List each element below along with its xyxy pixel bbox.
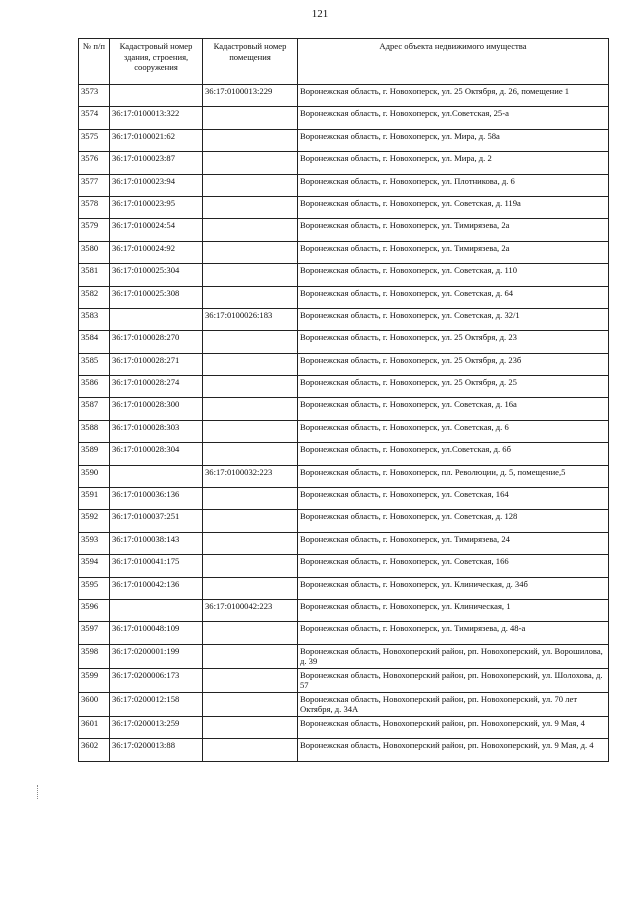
table-row [79,644,609,668]
premises-cadastral-number [203,376,298,398]
property-address: Воронежская область, г. Новохоперск, ул. Советская, д. 16а [298,398,609,420]
row-number: 3591 [79,488,110,510]
row-number: 3587 [79,398,110,420]
table-row [79,622,609,644]
row-number: 3579 [79,219,110,241]
row-number: 3599 [79,668,110,692]
table-row [79,85,609,107]
row-number: 3592 [79,510,110,532]
building-cadastral-number: 36:17:0100025:304 [110,264,203,286]
premises-cadastral-number [203,577,298,599]
premises-cadastral-number [203,286,298,308]
building-cadastral-number: 36:17:0100041:175 [110,555,203,577]
property-address: Воронежская область, г. Новохоперск, ул. Советская, д. 110 [298,264,609,286]
table-row [79,577,609,599]
row-number: 3574 [79,107,110,129]
property-address: Воронежская область, Новохоперский район, рп. Новохоперский, ул. 9 Мая, 4 [298,716,609,738]
building-cadastral-number: 36:17:0100028:274 [110,376,203,398]
table-row [79,668,609,692]
row-number: 3594 [79,555,110,577]
property-address: Воронежская область, г. Новохоперск, ул. 25 Октября, д. 23б [298,353,609,375]
building-cadastral-number: 36:17:0100042:136 [110,577,203,599]
table-row [79,465,609,487]
property-address: Воронежская область, Новохоперский район, рп. Новохоперский, ул. Ворошилова, д. 39 [298,644,609,668]
building-cadastral-number: 36:17:0100048:109 [110,622,203,644]
table-row [79,716,609,738]
premises-cadastral-number [203,692,298,716]
building-cadastral-number: 36:17:0100024:54 [110,219,203,241]
property-address: Воронежская область, г. Новохоперск, ул.Советская, 25-а [298,107,609,129]
premises-cadastral-number [203,174,298,196]
row-number: 3601 [79,716,110,738]
premises-cadastral-number: 36:17:0100013:229 [203,85,298,107]
property-address: Воронежская область, г. Новохоперск, ул. Тимирязева, 24 [298,532,609,554]
building-cadastral-number: 36:17:0100025:308 [110,286,203,308]
scan-artifact [37,785,39,799]
table-row [79,152,609,174]
row-number: 3593 [79,532,110,554]
row-number: 3582 [79,286,110,308]
property-address: Воронежская область, г. Новохоперск, ул. Мира, д. 58а [298,129,609,151]
property-address: Воронежская область, Новохоперский район, рп. Новохоперский, ул. Шолохова, д. 57 [298,668,609,692]
premises-cadastral-number [203,716,298,738]
property-address: Воронежская область, г. Новохоперск, ул. Тимирязева, 2а [298,241,609,263]
table-row [79,510,609,532]
table-row [79,532,609,554]
table-row [79,398,609,420]
table-row [79,286,609,308]
premises-cadastral-number [203,510,298,532]
building-cadastral-number [110,599,203,621]
premises-cadastral-number [203,152,298,174]
building-cadastral-number: 36:17:0100023:95 [110,196,203,218]
premises-cadastral-number [203,107,298,129]
table-row [79,488,609,510]
row-number: 3586 [79,376,110,398]
property-address: Воронежская область, г. Новохоперск, ул. Советская, д. 6 [298,420,609,442]
premises-cadastral-number [203,488,298,510]
table-row [79,599,609,621]
building-cadastral-number: 36:17:0100028:300 [110,398,203,420]
row-number: 3602 [79,739,110,761]
premises-cadastral-number: 36:17:0100026:183 [203,308,298,330]
row-number: 3576 [79,152,110,174]
table-row [79,353,609,375]
property-address: Воронежская область, г. Новохоперск, ул. Советская, д. 32/1 [298,308,609,330]
premises-cadastral-number [203,532,298,554]
row-number: 3589 [79,443,110,465]
premises-cadastral-number [203,264,298,286]
building-cadastral-number: 36:17:0200013:259 [110,716,203,738]
property-address: Воронежская область, Новохоперский район, рп. Новохоперский, ул. 70 лет Октября, д. 34А [298,692,609,716]
premises-cadastral-number [203,331,298,353]
building-cadastral-number: 36:17:0200001:199 [110,644,203,668]
building-cadastral-number: 36:17:0200013:88 [110,739,203,761]
building-cadastral-number: 36:17:0100028:270 [110,331,203,353]
building-cadastral-number: 36:17:0100024:92 [110,241,203,263]
row-number: 3584 [79,331,110,353]
building-cadastral-number: 36:17:0100013:322 [110,107,203,129]
row-number: 3596 [79,599,110,621]
row-number: 3577 [79,174,110,196]
table-row [79,443,609,465]
property-address: Воронежская область, г. Новохоперск, пл. Революции, д. 5, помещение,5 [298,465,609,487]
row-number: 3573 [79,85,110,107]
premises-cadastral-number [203,241,298,263]
header-premises-cadastral: Кадастровый номер помещения [203,39,298,85]
table-row [79,241,609,263]
premises-cadastral-number [203,196,298,218]
building-cadastral-number: 36:17:0200006:173 [110,668,203,692]
row-number: 3590 [79,465,110,487]
premises-cadastral-number [203,398,298,420]
row-number: 3585 [79,353,110,375]
property-address: Воронежская область, Новохоперский район, рп. Новохоперский, ул. 9 Мая, д. 4 [298,739,609,761]
premises-cadastral-number [203,555,298,577]
table-row [79,308,609,330]
building-cadastral-number: 36:17:0100028:303 [110,420,203,442]
row-number: 3600 [79,692,110,716]
property-address: Воронежская область, г. Новохоперск, ул. Советская, д. 128 [298,510,609,532]
property-address: Воронежская область, г. Новохоперск, ул. Плотникова, д. 6 [298,174,609,196]
table-row [79,174,609,196]
row-number: 3598 [79,644,110,668]
building-cadastral-number: 36:17:0100023:94 [110,174,203,196]
table-row [79,219,609,241]
building-cadastral-number [110,465,203,487]
property-address: Воронежская область, г. Новохоперск, ул. 25 Октября, д. 26, помещение 1 [298,85,609,107]
premises-cadastral-number [203,622,298,644]
premises-cadastral-number [203,443,298,465]
building-cadastral-number: 36:17:0100028:271 [110,353,203,375]
property-address: Воронежская область, г. Новохоперск, ул. 25 Октября, д. 25 [298,376,609,398]
building-cadastral-number: 36:17:0200012:158 [110,692,203,716]
row-number: 3580 [79,241,110,263]
premises-cadastral-number [203,129,298,151]
page-number: 121 [311,8,329,20]
table-row [79,331,609,353]
building-cadastral-number [110,308,203,330]
table-row [79,555,609,577]
header-num: № п/п [79,39,110,85]
table-row [79,264,609,286]
premises-cadastral-number: 36:17:0100042:223 [203,599,298,621]
header-address: Адрес объекта недвижимого имущества [298,39,609,85]
row-number: 3583 [79,308,110,330]
row-number: 3597 [79,622,110,644]
table-header-row [79,39,609,85]
table-row [79,196,609,218]
premises-cadastral-number [203,668,298,692]
property-address: Воронежская область, г. Новохоперск, ул. Советская, 164 [298,488,609,510]
table-row [79,739,609,761]
building-cadastral-number: 36:17:0100023:87 [110,152,203,174]
row-number: 3588 [79,420,110,442]
building-cadastral-number: 36:17:0100028:304 [110,443,203,465]
premises-cadastral-number [203,219,298,241]
table-row [79,129,609,151]
property-address: Воронежская область, г. Новохоперск, ул. Тимирязева, д. 48-а [298,622,609,644]
building-cadastral-number: 36:17:0100021:62 [110,129,203,151]
row-number: 3581 [79,264,110,286]
row-number: 3578 [79,196,110,218]
table-row [79,376,609,398]
property-address: Воронежская область, г. Новохоперск, ул. Тимирязева, 2а [298,219,609,241]
building-cadastral-number: 36:17:0100038:143 [110,532,203,554]
property-address: Воронежская область, г. Новохоперск, ул. Советская, 166 [298,555,609,577]
premises-cadastral-number [203,420,298,442]
row-number: 3575 [79,129,110,151]
property-address: Воронежская область, г. Новохоперск, ул. Клиническая, 1 [298,599,609,621]
property-address: Воронежская область, г. Новохоперск, ул. Советская, д. 64 [298,286,609,308]
property-address: Воронежская область, г. Новохоперск, ул.Советская, д. 6б [298,443,609,465]
table-row [79,420,609,442]
building-cadastral-number: 36:17:0100036:136 [110,488,203,510]
premises-cadastral-number [203,353,298,375]
premises-cadastral-number [203,739,298,761]
property-address: Воронежская область, г. Новохоперск, ул. Мира, д. 2 [298,152,609,174]
building-cadastral-number [110,85,203,107]
property-address: Воронежская область, г. Новохоперск, ул. Советская, д. 119а [298,196,609,218]
building-cadastral-number: 36:17:0100037:251 [110,510,203,532]
premises-cadastral-number [203,644,298,668]
row-number: 3595 [79,577,110,599]
header-building-cadastral: Кадастровый номер здания, строения, сооружения [110,39,203,85]
premises-cadastral-number: 36:17:0100032:223 [203,465,298,487]
property-address: Воронежская область, г. Новохоперск, ул. 25 Октября, д. 23 [298,331,609,353]
table-row [79,107,609,129]
property-address: Воронежская область, г. Новохоперск, ул. Клиническая, д. 34б [298,577,609,599]
table-row [79,692,609,716]
property-registry-table [78,38,609,762]
